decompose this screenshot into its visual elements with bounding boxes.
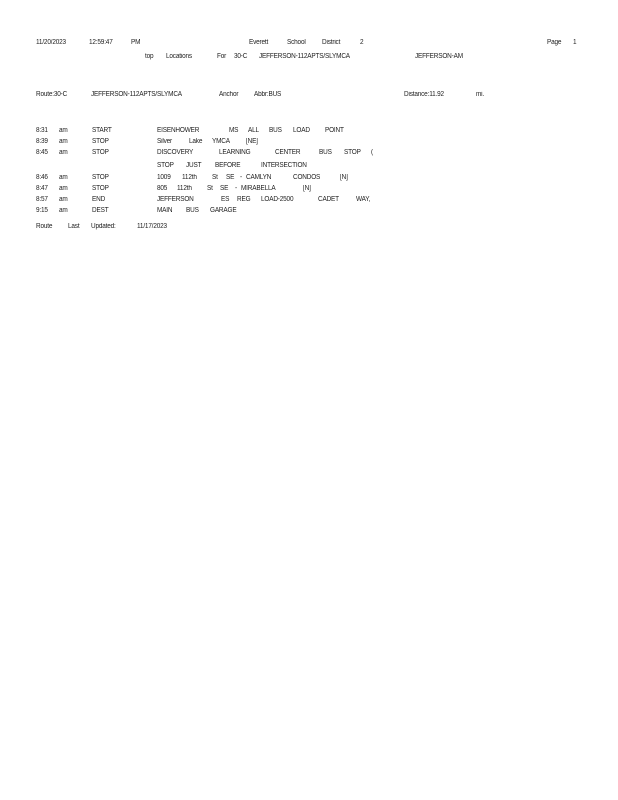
stop-desc-word: STOP [157,162,174,169]
stop-desc-word: 112th [177,185,192,192]
stop-desc-word: LOAD-2500 [261,196,294,203]
district-word: School [287,39,306,46]
route-anchor: Anchor [219,91,239,98]
stop-time: 8:31 [36,127,48,134]
report-time: 12:59:47 [89,39,113,46]
subtitle-right: JEFFERSON-AM [415,53,463,60]
stop-desc-word: INTERSECTION [261,162,307,169]
stop-desc-word: ES [221,196,230,203]
stop-desc-word: St [212,174,218,181]
stop-time: 8:39 [36,138,48,145]
stop-desc-word: CONDOS [293,174,321,181]
stop-time: 8:47 [36,185,48,192]
stop-desc-word: [NE] [246,138,258,145]
page-number: 1 [573,39,577,46]
stop-desc-word: CADET [318,196,339,203]
stop-type: STOP [92,149,109,156]
stop-desc-word: EISENHOWER [157,127,200,134]
district-word: Everett [249,39,269,46]
report-ampm: PM [131,39,141,46]
stop-time: 8:45 [36,149,48,156]
stop-type: DEST [92,207,109,214]
stop-desc-word: MS [229,127,239,134]
report-date: 11/20/2023 [36,39,66,46]
subtitle-word: JEFFERSON-112APTS/SLYMCA [259,53,350,60]
subtitle-word: For [217,53,227,60]
page-label: Page [547,39,562,46]
route-name: JEFFERSON-112APTS/SLYMCA [91,91,182,98]
footer-word: Last [68,223,80,230]
stop-desc-word: MAIN [157,207,173,214]
stop-desc-word: - [235,185,237,192]
stop-ampm: am [59,149,68,156]
stop-desc-word: LEARNING [219,149,251,156]
stop-desc-word: YMCA [212,138,230,145]
stop-desc-word: JEFFERSON [157,196,194,203]
stop-desc-word: STOP [344,149,361,156]
stop-desc-word: 1009 [157,174,171,181]
district-word: 2 [360,39,364,46]
stop-ampm: am [59,207,68,214]
stop-desc-word: REG [237,196,251,203]
stop-ampm: am [59,138,68,145]
stop-desc-word: WAY, [356,196,371,203]
stop-desc-word: GARAGE [210,207,237,214]
stop-desc-word: BUS [186,207,199,214]
stop-time: 8:46 [36,174,48,181]
stop-type: END [92,196,106,203]
stop-type: STOP [92,174,109,181]
footer-word: Updated: [91,223,116,230]
route-code: Route:30-C [36,91,68,98]
route-distance-unit: mi. [476,91,485,98]
stop-ampm: am [59,127,68,134]
stop-time: 8:57 [36,196,48,203]
stop-ampm: am [59,185,68,192]
stop-desc-word: [N] [340,174,348,181]
subtitle-word: 30-C [234,53,248,60]
stop-desc-word: SE [220,185,229,192]
stop-desc-word: CENTER [275,149,301,156]
stop-desc-word: BEFORE [215,162,241,169]
subtitle-word: Locations [166,53,192,60]
stop-desc-word: MIRABELLA [241,185,276,192]
stop-ampm: am [59,196,68,203]
stop-desc-word: [N] [303,185,311,192]
stop-desc-word: POINT [325,127,344,134]
stop-type: STOP [92,138,109,145]
stop-desc-word: Silver [157,138,173,145]
stop-type: START [92,127,112,134]
route-abbr: Abbr:BUS [254,91,282,98]
stop-desc-word: JUST [186,162,202,169]
stop-time: 9:15 [36,207,48,214]
stop-type: STOP [92,185,109,192]
stop-desc-word: LOAD [293,127,310,134]
footer-date: 11/17/2023 [137,223,167,230]
subtitle-word: top [145,53,154,60]
stop-desc-word: St [207,185,213,192]
stop-desc-word: SE [226,174,235,181]
stop-desc-word: BUS [319,149,332,156]
stop-desc-word: DISCOVERY [157,149,194,156]
stop-desc-word: Lake [189,138,203,145]
district-word: District [322,39,341,46]
stop-desc-word: ( [371,149,373,156]
stop-desc-word: CAMLYN [246,174,272,181]
stop-desc-word: BUS [269,127,282,134]
route-distance: Distance:11.92 [404,91,444,98]
stop-desc-word: 805 [157,185,168,192]
stop-ampm: am [59,174,68,181]
stop-desc-word: 112th [182,174,197,181]
footer-word: Route [36,223,53,230]
stop-desc-word: - [240,174,242,181]
stop-desc-word: ALL [248,127,259,134]
